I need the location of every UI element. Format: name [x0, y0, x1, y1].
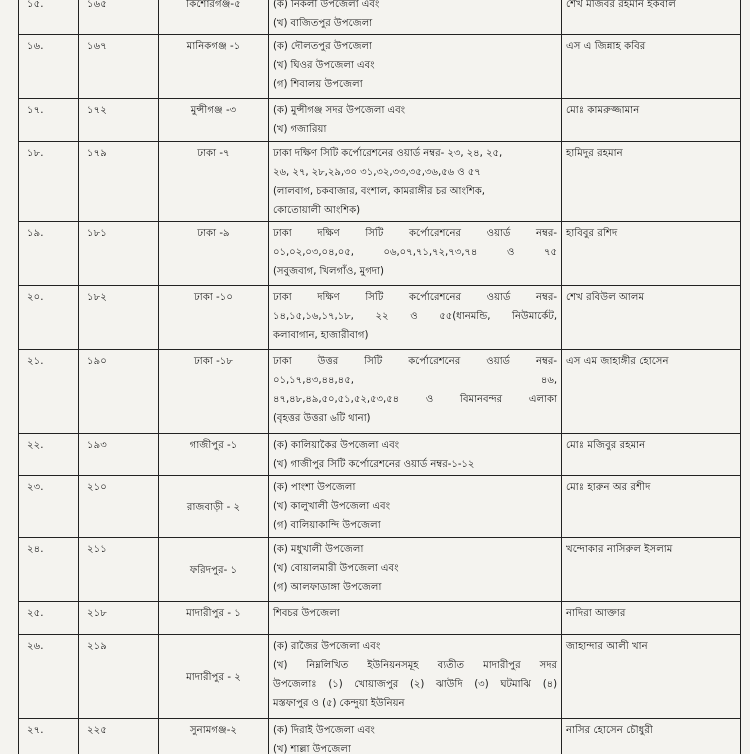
- constituency-number-cell: ১৭৯: [79, 142, 159, 222]
- table-row: [19, 222, 741, 286]
- area-line: (ক) মুন্সীগঞ্জ সদর উপজেলা এবং: [273, 105, 406, 116]
- table-row: [19, 0, 741, 35]
- serial-cell: ২২.: [19, 434, 79, 476]
- area-line: মস্তফাপুর ও (৫) কেন্দুয়া ইউনিয়ন: [273, 698, 405, 709]
- area-line: ৪৭,৪৮,৪৯,৫০,৫১,৫২,৫৩,৫৪ ও বিমানবন্দর এলাকা: [273, 394, 557, 405]
- serial-cell: ১৬.: [19, 35, 79, 99]
- area-line: কোতোয়ালী আংশিক): [273, 205, 361, 216]
- constituency-cell: কিশোরগঞ্জ-৫: [159, 0, 269, 35]
- constituency-number-cell: ২১৮: [79, 602, 159, 635]
- serial-cell: ২৪.: [19, 538, 79, 602]
- table-row: [19, 142, 741, 222]
- constituency-cell: গাজীপুর -১: [159, 434, 269, 476]
- candidate-cell: মোঃ হারুন অর রশীদ: [562, 476, 741, 538]
- serial-cell: ১৭.: [19, 99, 79, 142]
- area-cell: [269, 350, 562, 434]
- constituency-number-cell: ১৮১: [79, 222, 159, 286]
- constituency-number-cell: ২১১: [79, 538, 159, 602]
- constituency-number-cell: ১৬৫: [79, 0, 159, 35]
- candidate-cell: শেখ মজিবর রহমান ইকবাল: [562, 0, 741, 35]
- serial-cell: ১৫.: [19, 0, 79, 35]
- area-line: (খ) নিম্নলিখিত ইউনিয়নসমূহ ব্যতীত মাদারীপুর সদর: [273, 660, 557, 671]
- area-line: উপজেলাঃ (১) খোয়াজপুর (২) ঝাউদি (৩) ঘটমাঝি (৪): [273, 679, 557, 690]
- table-row: [19, 635, 741, 719]
- table-row: [19, 434, 741, 476]
- candidate-cell: মোঃ কামরুজ্জামান: [562, 99, 741, 142]
- area-line: ১৪,১৫,১৬,১৭,১৮, ২২ ও ৫৫(ধানমন্ডি, নিউমার্কেট,: [273, 311, 557, 322]
- table-row: [19, 286, 741, 350]
- candidate-table: [18, 0, 741, 754]
- serial-cell: ২৭.: [19, 719, 79, 754]
- serial-cell: ২১.: [19, 350, 79, 434]
- area-line: (খ) গাজীপুর সিটি কর্পোরেশনের ওয়ার্ড নম্বর-১-১২: [273, 459, 475, 470]
- area-line: (খ) কালুখালী উপজেলা এবং: [273, 501, 390, 512]
- area-line: ২৬, ২৭, ২৮,২৯,৩০ ৩১,৩২,৩৩,৩৫,৩৬,৫৬ ও ৫৭: [273, 167, 481, 178]
- serial-cell: ২৩.: [19, 476, 79, 538]
- area-cell: [269, 719, 562, 754]
- candidate-cell: হাবিবুর রশিদ: [562, 222, 741, 286]
- area-line: (খ) ঘিওর উপজেলা এবং: [273, 60, 375, 71]
- area-line: (বৃহত্তর উত্তরা ৬টি থানা): [273, 413, 371, 424]
- table-row: [19, 35, 741, 99]
- table-row: [19, 719, 741, 754]
- constituency-cell: মাদারীপুর - ১: [159, 602, 269, 635]
- area-line: (খ) শাল্লা উপজেলা: [273, 744, 351, 754]
- table-row: [19, 538, 741, 602]
- table-row: [19, 476, 741, 538]
- area-cell: [269, 0, 562, 35]
- area-cell: [269, 476, 562, 538]
- area-cell: [269, 434, 562, 476]
- constituency-cell: মুন্সীগঞ্জ -৩: [159, 99, 269, 142]
- table-row: [19, 350, 741, 434]
- constituency-number-cell: ১৭২: [79, 99, 159, 142]
- area-line: ০১,১৭,৪৩,৪৪,৪৫, ৪৬,: [273, 375, 557, 386]
- area-line: (গ) বালিয়াকান্দি উপজেলা: [273, 520, 381, 531]
- constituency-number-cell: ১৮২: [79, 286, 159, 350]
- serial-cell: ১৮.: [19, 142, 79, 222]
- area-line: (ক) রাজৈর উপজেলা এবং: [273, 641, 381, 652]
- serial-cell: ২৬.: [19, 635, 79, 719]
- area-line: শিবচর উপজেলা: [273, 608, 340, 619]
- candidate-cell: জাহান্দার আলী খান: [562, 635, 741, 719]
- area-line: ঢাকা দক্ষিণ সিটি কর্পোরেশনের ওয়ার্ড নম্বর-: [273, 292, 557, 303]
- area-cell: [269, 142, 562, 222]
- constituency-number-cell: ২১০: [79, 476, 159, 538]
- constituency-cell: রাজবাড়ী - ২: [159, 476, 269, 538]
- area-line: (ক) মধুখালী উপজেলা: [273, 544, 364, 555]
- candidate-cell: নাসির হোসেন চৌধুরী: [562, 719, 741, 754]
- area-cell: [269, 35, 562, 99]
- constituency-cell: ঢাকা -১৮: [159, 350, 269, 434]
- constituency-number-cell: ২২৫: [79, 719, 159, 754]
- constituency-number-cell: ২১৯: [79, 635, 159, 719]
- table-row: [19, 99, 741, 142]
- area-line: (ক) পাংশা উপজেলা: [273, 482, 356, 493]
- area-line: কলাবাগান, হাজারীবাগ): [273, 330, 369, 341]
- candidate-cell: নাদিরা আক্তার: [562, 602, 741, 635]
- candidate-cell: এস এম জাহাঙ্গীর হোসেন: [562, 350, 741, 434]
- candidate-cell: শেখ রবিউল আলম: [562, 286, 741, 350]
- table-row: [19, 602, 741, 635]
- area-line: (খ) বোয়ালমারী উপজেলা এবং: [273, 563, 399, 574]
- candidate-cell: মোঃ মজিবুর রহমান: [562, 434, 741, 476]
- area-line: (ক) কালিয়াকৈর উপজেলা এবং: [273, 440, 400, 451]
- constituency-cell: ঢাকা -৭: [159, 142, 269, 222]
- constituency-cell: ফরিদপুর- ১: [159, 538, 269, 602]
- area-cell: [269, 99, 562, 142]
- serial-cell: ১৯.: [19, 222, 79, 286]
- constituency-cell: সুনামগঞ্জ-২: [159, 719, 269, 754]
- area-cell: [269, 286, 562, 350]
- constituency-cell: মানিকগঞ্জ -১: [159, 35, 269, 99]
- area-line: (গ) শিবালয় উপজেলা: [273, 79, 363, 90]
- area-cell: [269, 222, 562, 286]
- area-cell: [269, 602, 562, 635]
- area-cell: [269, 635, 562, 719]
- constituency-number-cell: ১৬৭: [79, 35, 159, 99]
- candidate-cell: এস এ জিন্নাহ কবির: [562, 35, 741, 99]
- area-line: (খ) বাজিতপুর উপজেলা: [273, 18, 373, 29]
- constituency-cell: ঢাকা -৯: [159, 222, 269, 286]
- area-line: (লালবাগ, চকবাজার, বংশাল, কামরাঙ্গীর চর আংশিক,: [273, 186, 485, 197]
- candidate-cell: হামিদুর রহমান: [562, 142, 741, 222]
- area-line: (গ) আলফাডাঙ্গা উপজেলা: [273, 582, 382, 593]
- area-line: ঢাকা দক্ষিণ সিটি কর্পোরেশনের ওয়ার্ড নম্বর-: [273, 228, 557, 239]
- constituency-number-cell: ১৯০: [79, 350, 159, 434]
- constituency-cell: মাদারীপুর - ২: [159, 635, 269, 719]
- serial-cell: ২৫.: [19, 602, 79, 635]
- area-line: (ক) দিরাই উপজেলা এবং: [273, 725, 375, 736]
- constituency-number-cell: ১৯৩: [79, 434, 159, 476]
- constituency-cell: ঢাকা -১০: [159, 286, 269, 350]
- area-line: (খ) গজারিয়া: [273, 124, 327, 135]
- serial-cell: ২০.: [19, 286, 79, 350]
- area-line: ঢাকা দক্ষিণ সিটি কর্পোরেশনের ওয়ার্ড নম্বর- ২৩, ২৪, ২৫,: [273, 148, 503, 159]
- area-line: ঢাকা উত্তর সিটি কর্পোরেশনের ওয়ার্ড নম্বর-: [273, 356, 557, 367]
- area-line: (সবুজবাগ, খিলগাঁও, মুগদা): [273, 266, 384, 277]
- area-line: ০১,০২,০৩,০৪,০৫, ০৬,০৭,৭১,৭২,৭৩,৭৪ ও ৭৫: [273, 247, 557, 258]
- area-line: (ক) দৌলতপুর উপজেলা: [273, 41, 372, 52]
- candidate-cell: খন্দোকার নাসিরুল ইসলাম: [562, 538, 741, 602]
- area-line: (ক) নিকলী উপজেলা এবং: [273, 0, 380, 10]
- area-cell: [269, 538, 562, 602]
